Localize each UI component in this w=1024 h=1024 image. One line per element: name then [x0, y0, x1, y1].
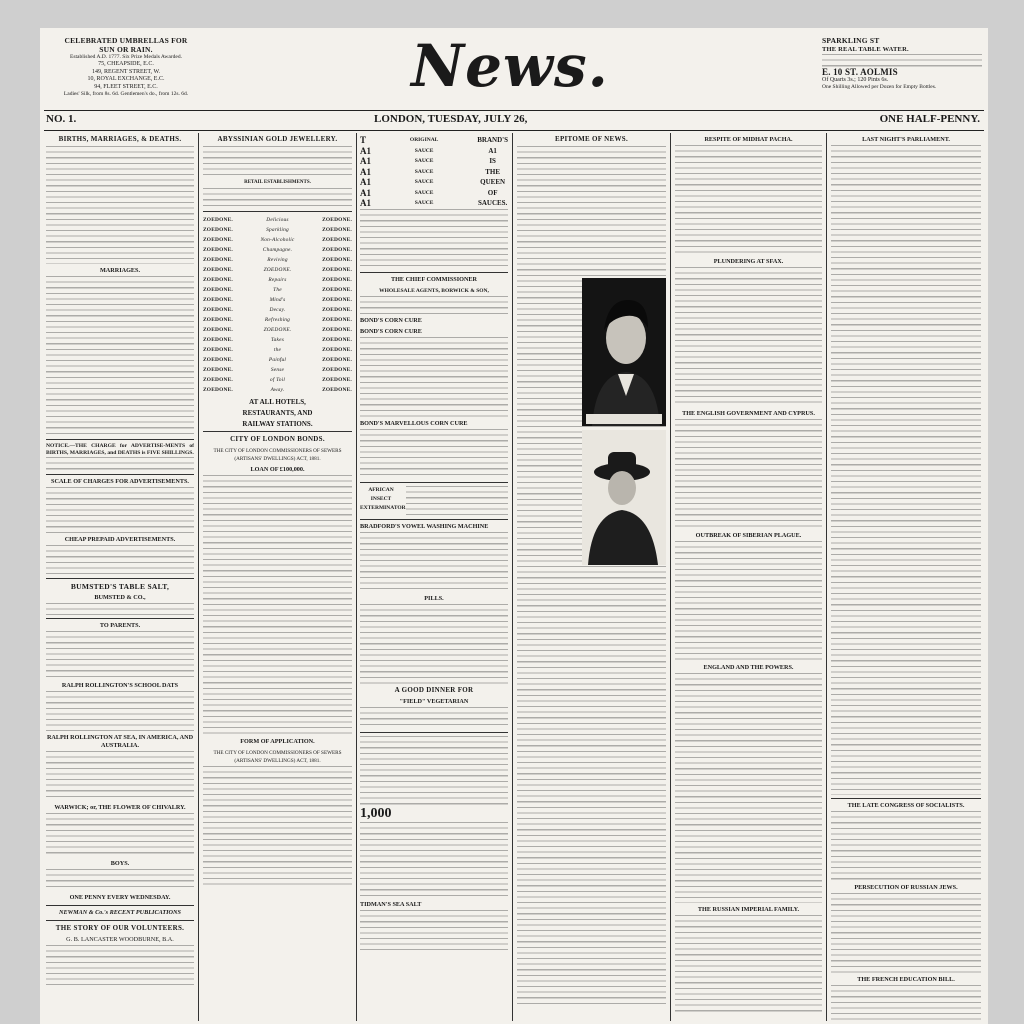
- column-5: [675, 133, 822, 1023]
- umbrella-ad-line7: 94, FLEET STREET, E.C.: [94, 83, 158, 90]
- zoedone-item: Delicious: [266, 217, 289, 223]
- jews-heading: PERSECUTION OF RUSSIAN JEWS.: [854, 884, 958, 891]
- parliament-heading: LAST NIGHT'S PARLIAMENT.: [862, 136, 950, 143]
- hotels-line1: AT ALL HOTELS,: [249, 398, 306, 406]
- african-label: AFRICAN: [368, 486, 394, 493]
- marvellous-cure: BOND'S MARVELLOUS CORN CURE: [360, 419, 468, 427]
- zoedone-item: Mind's: [269, 297, 286, 303]
- a1-mid-item: SAUCE: [414, 168, 434, 175]
- warwick-heading: WARWICK; or, THE FLOWER OF CHIVALRY.: [54, 804, 186, 811]
- zoedone-row: [203, 325, 352, 335]
- zoedone-left: ZOEDONE.: [203, 367, 233, 373]
- parents-heading: TO PARENTS.: [99, 622, 141, 629]
- salt-sub: BUMSTED & CO.,: [94, 594, 146, 601]
- table-water-ad: [822, 36, 982, 92]
- zoedone-row: [203, 315, 352, 325]
- a1-right-item: QUEEN: [480, 178, 506, 186]
- zoedone-left: ZOEDONE.: [203, 287, 233, 293]
- zoedone-left: ZOEDONE.: [203, 237, 233, 243]
- a1-right-item: OF: [487, 188, 498, 197]
- warwick-text: [46, 813, 194, 857]
- zoedone-left: ZOEDONE.: [203, 377, 233, 383]
- tidman-text: [360, 910, 508, 950]
- zoedone-item: Reviving: [267, 257, 288, 263]
- scale-table: [46, 487, 194, 533]
- umbrella-ad: [46, 36, 206, 98]
- zoedone-item: Takes: [270, 337, 285, 343]
- bonds-text: [203, 475, 352, 735]
- a1-right-item: THE: [485, 167, 501, 176]
- salt-text: [46, 603, 194, 615]
- divider: [46, 618, 194, 619]
- a1-mid-item: SAUCE: [414, 179, 434, 185]
- a1-left-item: A1: [360, 166, 371, 177]
- water-ad-line5: One Shilling Allowed per Dozen for Empty Bottles.: [822, 84, 937, 91]
- zoedone-right: ZOEDONE.: [322, 327, 352, 333]
- zoedone-item: Refreshing: [264, 317, 291, 323]
- zoedone-row: [203, 225, 352, 235]
- column-3: [360, 133, 508, 1023]
- zoedone-row: [203, 385, 352, 395]
- salt-heading: BUMSTED'S TABLE SALT,: [70, 582, 170, 591]
- bradford-text: [360, 532, 508, 592]
- plague-text: [675, 541, 822, 661]
- marriages-text: [46, 276, 194, 436]
- sauce-text: [360, 209, 508, 269]
- divider: [46, 578, 194, 579]
- column-divider: [670, 133, 671, 1021]
- divider: [360, 519, 508, 520]
- imperial-heading: THE RUSSIAN IMPERIAL FAMILY.: [697, 906, 800, 913]
- weekly-line: ONE PENNY EVERY WEDNESDAY.: [69, 894, 171, 901]
- midhat-text: [675, 145, 822, 255]
- divider: [360, 482, 508, 483]
- zoedone-right: ZOEDONE.: [322, 347, 352, 353]
- education-heading: THE FRENCH EDUCATION BILL.: [857, 976, 955, 983]
- divider: [203, 431, 352, 432]
- zoedone-right: ZOEDONE.: [322, 307, 352, 313]
- divider: [831, 798, 981, 799]
- zoedone-right: ZOEDONE.: [322, 287, 352, 293]
- zoedone-row: [203, 275, 352, 285]
- zoedone-row: [203, 335, 352, 345]
- field-heading: "FIELD" VEGETARIAN: [399, 697, 469, 705]
- zoedone-left: ZOEDONE.: [203, 217, 233, 223]
- a1-left-item: A1: [360, 177, 371, 187]
- zoedone-row: [203, 265, 352, 275]
- imperial-text: [675, 915, 822, 1015]
- zoedone-right: ZOEDONE.: [322, 277, 352, 283]
- zoedone-row: [203, 375, 352, 385]
- zoedone-left: ZOEDONE.: [203, 307, 233, 313]
- column-6: [831, 133, 981, 1023]
- divider: [203, 211, 352, 212]
- insect-ad: [360, 486, 508, 516]
- prepaid-heading: CHEAP PREPAID ADVERTISEMENTS.: [64, 536, 176, 543]
- divider: [46, 920, 194, 921]
- water-ad-line1: SPARKLING ST: [822, 36, 880, 45]
- scale-heading: SCALE OF CHARGES FOR ADVERTISEMENTS.: [51, 478, 189, 485]
- powers-text: [675, 673, 822, 903]
- zoedone-item: Sparkling: [266, 227, 289, 233]
- zoedone-item: Away.: [270, 387, 285, 393]
- zoedone-row: [203, 345, 352, 355]
- a1-left-item: A1: [360, 156, 371, 166]
- zoedone-row: [203, 255, 352, 265]
- zoedone-row: [203, 285, 352, 295]
- zoedone-left: ZOEDONE.: [203, 327, 233, 333]
- plague-heading: OUTBREAK OF SIBERIAN PLAGUE.: [695, 532, 802, 539]
- masthead-rule-bottom: [44, 130, 984, 131]
- a1-mid-item: SAUCE: [414, 200, 434, 206]
- zoedone-row: [203, 305, 352, 315]
- a1-right-item: A1: [488, 146, 497, 155]
- zoedone-row: [203, 235, 352, 245]
- sfax-heading: PLUNDERING AT SFAX.: [713, 258, 784, 265]
- column-2: [203, 133, 352, 1023]
- column-4: [517, 133, 666, 1023]
- zoedone-right: ZOEDONE.: [322, 257, 352, 263]
- zoedone-right: ZOEDONE.: [322, 227, 352, 233]
- water-ad-line2: THE REAL TABLE WATER.: [822, 46, 909, 53]
- hotels-line2: RESTAURANTS, AND: [242, 409, 313, 417]
- corn-cure-2: BOND'S CORN CURE: [360, 327, 422, 335]
- socialists-text: [831, 811, 981, 881]
- zoedone-right: ZOEDONE.: [322, 387, 352, 393]
- zoedone-left: ZOEDONE.: [203, 337, 233, 343]
- dateline: [44, 113, 984, 129]
- umbrella-ad-line2: SUN OR RAIN.: [99, 45, 153, 54]
- pills-heading: PILLS.: [424, 594, 444, 602]
- births-text: [46, 146, 194, 264]
- zoedone-right: ZOEDONE.: [322, 367, 352, 373]
- issue-date: LONDON, TUESDAY, JULY 26,: [374, 113, 528, 125]
- sfax-text: [675, 267, 822, 407]
- corn-cure-text: [360, 337, 508, 417]
- cyprus-text: [675, 419, 822, 529]
- commissioner-heading: THE CHIEF COMMISSIONER: [390, 275, 478, 283]
- zoedone-row: [203, 245, 352, 255]
- thousand-text: [360, 822, 508, 898]
- zoedone-item: Non-Alcoholic: [260, 237, 295, 243]
- portrait-photo-1: [582, 278, 666, 426]
- a1-right-item: IS: [489, 157, 496, 165]
- zoedone-right: ZOEDONE.: [322, 357, 352, 363]
- zoedone-row: [203, 295, 352, 305]
- a1-mid-item: ORIGINAL: [409, 137, 439, 143]
- umbrella-ad-line1: CELEBRATED UMBRELLAS FOR: [64, 36, 188, 45]
- a1-mid-item: SAUCE: [414, 147, 434, 154]
- prepaid-text: [46, 545, 194, 575]
- divider: [46, 439, 194, 440]
- insect-label: INSECT: [370, 495, 392, 502]
- school-heading: RALPH ROLLINGTON'S SCHOOL DATS: [61, 682, 179, 689]
- tidman-heading: TIDMAN'S SEA SALT: [360, 900, 422, 908]
- zoedone-item: Repairs: [268, 277, 287, 283]
- education-text: [831, 985, 981, 1023]
- zoedone-right: ZOEDONE.: [322, 237, 352, 243]
- socialists-heading: THE LATE CONGRESS OF SOCIALISTS.: [847, 802, 965, 809]
- marvellous-text: [360, 429, 508, 479]
- zoedone-item: The: [273, 287, 282, 293]
- masthead-title: News.: [411, 32, 609, 100]
- thousand-heading: 1,000: [360, 805, 392, 821]
- volunteers-author: G. B. LANCASTER WOODBURNE, B.A.: [66, 936, 174, 943]
- zoedone-item: Sense: [270, 367, 285, 373]
- bradford-heading: BRADFORD'S VOWEL WASHING MACHINE: [360, 522, 489, 530]
- midhat-heading: RESPITE OF MIDHAT PACHA.: [704, 136, 793, 143]
- establishments-heading: RETAIL ESTABLISHMENTS.: [244, 180, 311, 185]
- zoedone-left: ZOEDONE.: [203, 227, 233, 233]
- loan-heading: LOAN OF £100,000.: [250, 466, 305, 473]
- misc-text: [360, 736, 508, 806]
- epitome-text: [517, 146, 666, 1006]
- divider: [46, 474, 194, 475]
- column-divider: [198, 133, 199, 1021]
- umbrella-ad-line3: Established A.D. 1777. Six Prize Medals Awarded.: [70, 54, 182, 60]
- zoedone-right: ZOEDONE.: [322, 247, 352, 253]
- insect-text: [406, 486, 508, 516]
- a1-sauce-ad: [360, 135, 508, 209]
- zoedone-left: ZOEDONE.: [203, 267, 233, 273]
- marriages-heading: MARRIAGES.: [99, 267, 141, 274]
- zoedone-item: the: [273, 347, 282, 353]
- a1-left-item: A1: [360, 198, 371, 208]
- umbrella-ad-line4: 75, CHEAPSIDE, E.C.: [98, 61, 154, 68]
- jewellery-heading: ABYSSINIAN GOLD JEWELLERY.: [217, 135, 338, 143]
- zoedone-left: ZOEDONE.: [203, 257, 233, 263]
- divider: [360, 732, 508, 733]
- publications-heading: NEWMAN & Co.'s RECENT PUBLICATIONS: [59, 909, 181, 916]
- dinner-text: [360, 707, 508, 729]
- zoedone-left: ZOEDONE.: [203, 247, 233, 253]
- zoedone-right: ZOEDONE.: [322, 297, 352, 303]
- bonds-heading: CITY OF LONDON BONDS.: [230, 435, 325, 443]
- zoedone-left: ZOEDONE.: [203, 347, 233, 353]
- umbrella-ad-line5: 149, REGENT STREET, W.: [91, 68, 161, 75]
- wholesale-heading: WHOLESALE AGENTS, BORWICK & SON,: [379, 287, 489, 294]
- books-heading: BOYS.: [110, 860, 130, 867]
- zoedone-right: ZOEDONE.: [322, 337, 352, 343]
- zoedone-left: ZOEDONE.: [203, 297, 233, 303]
- issue-number: NO. 1.: [46, 113, 77, 125]
- powers-heading: ENGLAND AND THE POWERS.: [703, 664, 794, 671]
- water-ad-line3: E. 10 ST. AOLMIS: [822, 67, 898, 77]
- a1-left-item: T: [360, 135, 367, 145]
- cyprus-heading: THE ENGLISH GOVERNMENT AND CYPRUS.: [682, 410, 815, 417]
- zoedone-right: ZOEDONE.: [322, 217, 352, 223]
- jewellery-text: [203, 146, 352, 176]
- epitome-heading: EPITOME OF NEWS.: [554, 135, 629, 143]
- volunteers-heading: THE STORY OF OUR VOLUNTEERS.: [55, 924, 185, 932]
- divider: [46, 905, 194, 906]
- zoedone-right: ZOEDONE.: [322, 267, 352, 273]
- water-ad-text-block: [822, 54, 982, 68]
- zoedone-item: of Toil: [269, 377, 286, 383]
- zoedone-row: [203, 365, 352, 375]
- a1-mid-item: SAUCE: [414, 189, 434, 196]
- notice-body: [46, 457, 194, 471]
- jews-text: [831, 893, 981, 973]
- zoedone-row: [203, 215, 352, 225]
- zoedone-right: ZOEDONE.: [322, 317, 352, 323]
- zoedone-left: ZOEDONE.: [203, 387, 233, 393]
- parents-text: [46, 631, 194, 679]
- a1-mid-item: SAUCE: [414, 158, 434, 164]
- zoedone-item: ZOEDONE.: [263, 267, 292, 273]
- dinner-heading: A GOOD DINNER FOR: [394, 685, 474, 694]
- divider: [360, 272, 508, 273]
- column-divider: [512, 133, 513, 1021]
- pills-text: [360, 604, 508, 684]
- portrait-photo-2: [582, 430, 666, 565]
- form-city: THE CITY OF LONDON COMMISSIONERS OF SEWERS (ARTISANS' DWELLINGS) ACT, 1881.: [213, 750, 342, 764]
- corn-cure-1: BOND'S CORN CURE: [360, 316, 422, 324]
- establishments-text: [203, 188, 352, 208]
- issue-price: ONE HALF-PENNY.: [879, 113, 980, 125]
- volunteers-text: [46, 945, 194, 985]
- form-heading: FORM OF APPLICATION.: [240, 738, 315, 745]
- exterminator-label: EXTERMINATOR: [360, 504, 406, 511]
- zoedone-item: Painful: [268, 357, 287, 363]
- column-divider: [356, 133, 357, 1021]
- newspaper-page: [40, 28, 988, 1024]
- commissioners-heading: THE CITY OF LONDON COMMISSIONERS OF SEWERS (ARTISANS' DWELLINGS) ACT, 1881.: [213, 448, 342, 462]
- a1-left-item: A1: [360, 187, 371, 198]
- sea-heading: RALPH ROLLINGTON AT SEA, IN AMERICA, AND AUSTRALIA.: [46, 734, 194, 749]
- school-text: [46, 691, 194, 731]
- wholesale-text: [360, 296, 508, 314]
- form-text: [203, 766, 352, 886]
- notice-text: NOTICE.—THE CHARGE for ADVERTISE-MENTS of BIRTHS, MARRIAGES, and DEATHS is FIVE SHILLINGS.: [46, 443, 194, 456]
- zoedone-row: [203, 355, 352, 365]
- hotels-line3: RAILWAY STATIONS.: [242, 420, 313, 428]
- a1-left-item: A1: [360, 145, 371, 156]
- zoedone-ad: [203, 215, 352, 395]
- parliament-text: [831, 145, 981, 795]
- zoedone-left: ZOEDONE.: [203, 317, 233, 323]
- zoedone-left: ZOEDONE.: [203, 357, 233, 363]
- a1-right-item: SAUCES.: [477, 199, 508, 207]
- zoedone-left: ZOEDONE.: [203, 277, 233, 283]
- zoedone-item: Champagne.: [262, 247, 293, 253]
- umbrella-ad-line8: Ladies' Silk, from 8s. 6d. Gentlemen's do., from 12s. 6d.: [63, 91, 189, 98]
- sea-text: [46, 751, 194, 801]
- a1-right-item: BRAND'S: [477, 136, 508, 144]
- zoedone-right: ZOEDONE.: [322, 377, 352, 383]
- books-text: [46, 869, 194, 891]
- water-ad-line4: Of Quarts 3s.; 120 Pints 6s.: [822, 77, 889, 83]
- column-1: [46, 133, 194, 1023]
- masthead-rule-top: [44, 110, 984, 111]
- umbrella-ad-line6: 10, ROYAL EXCHANGE, E.C.: [87, 76, 165, 83]
- zoedone-item: Decay.: [269, 307, 286, 313]
- column-divider: [826, 133, 827, 1021]
- births-heading: BIRTHS, MARRIAGES, & DEATHS.: [58, 135, 182, 143]
- zoedone-item: ZOEDONE.: [263, 327, 292, 333]
